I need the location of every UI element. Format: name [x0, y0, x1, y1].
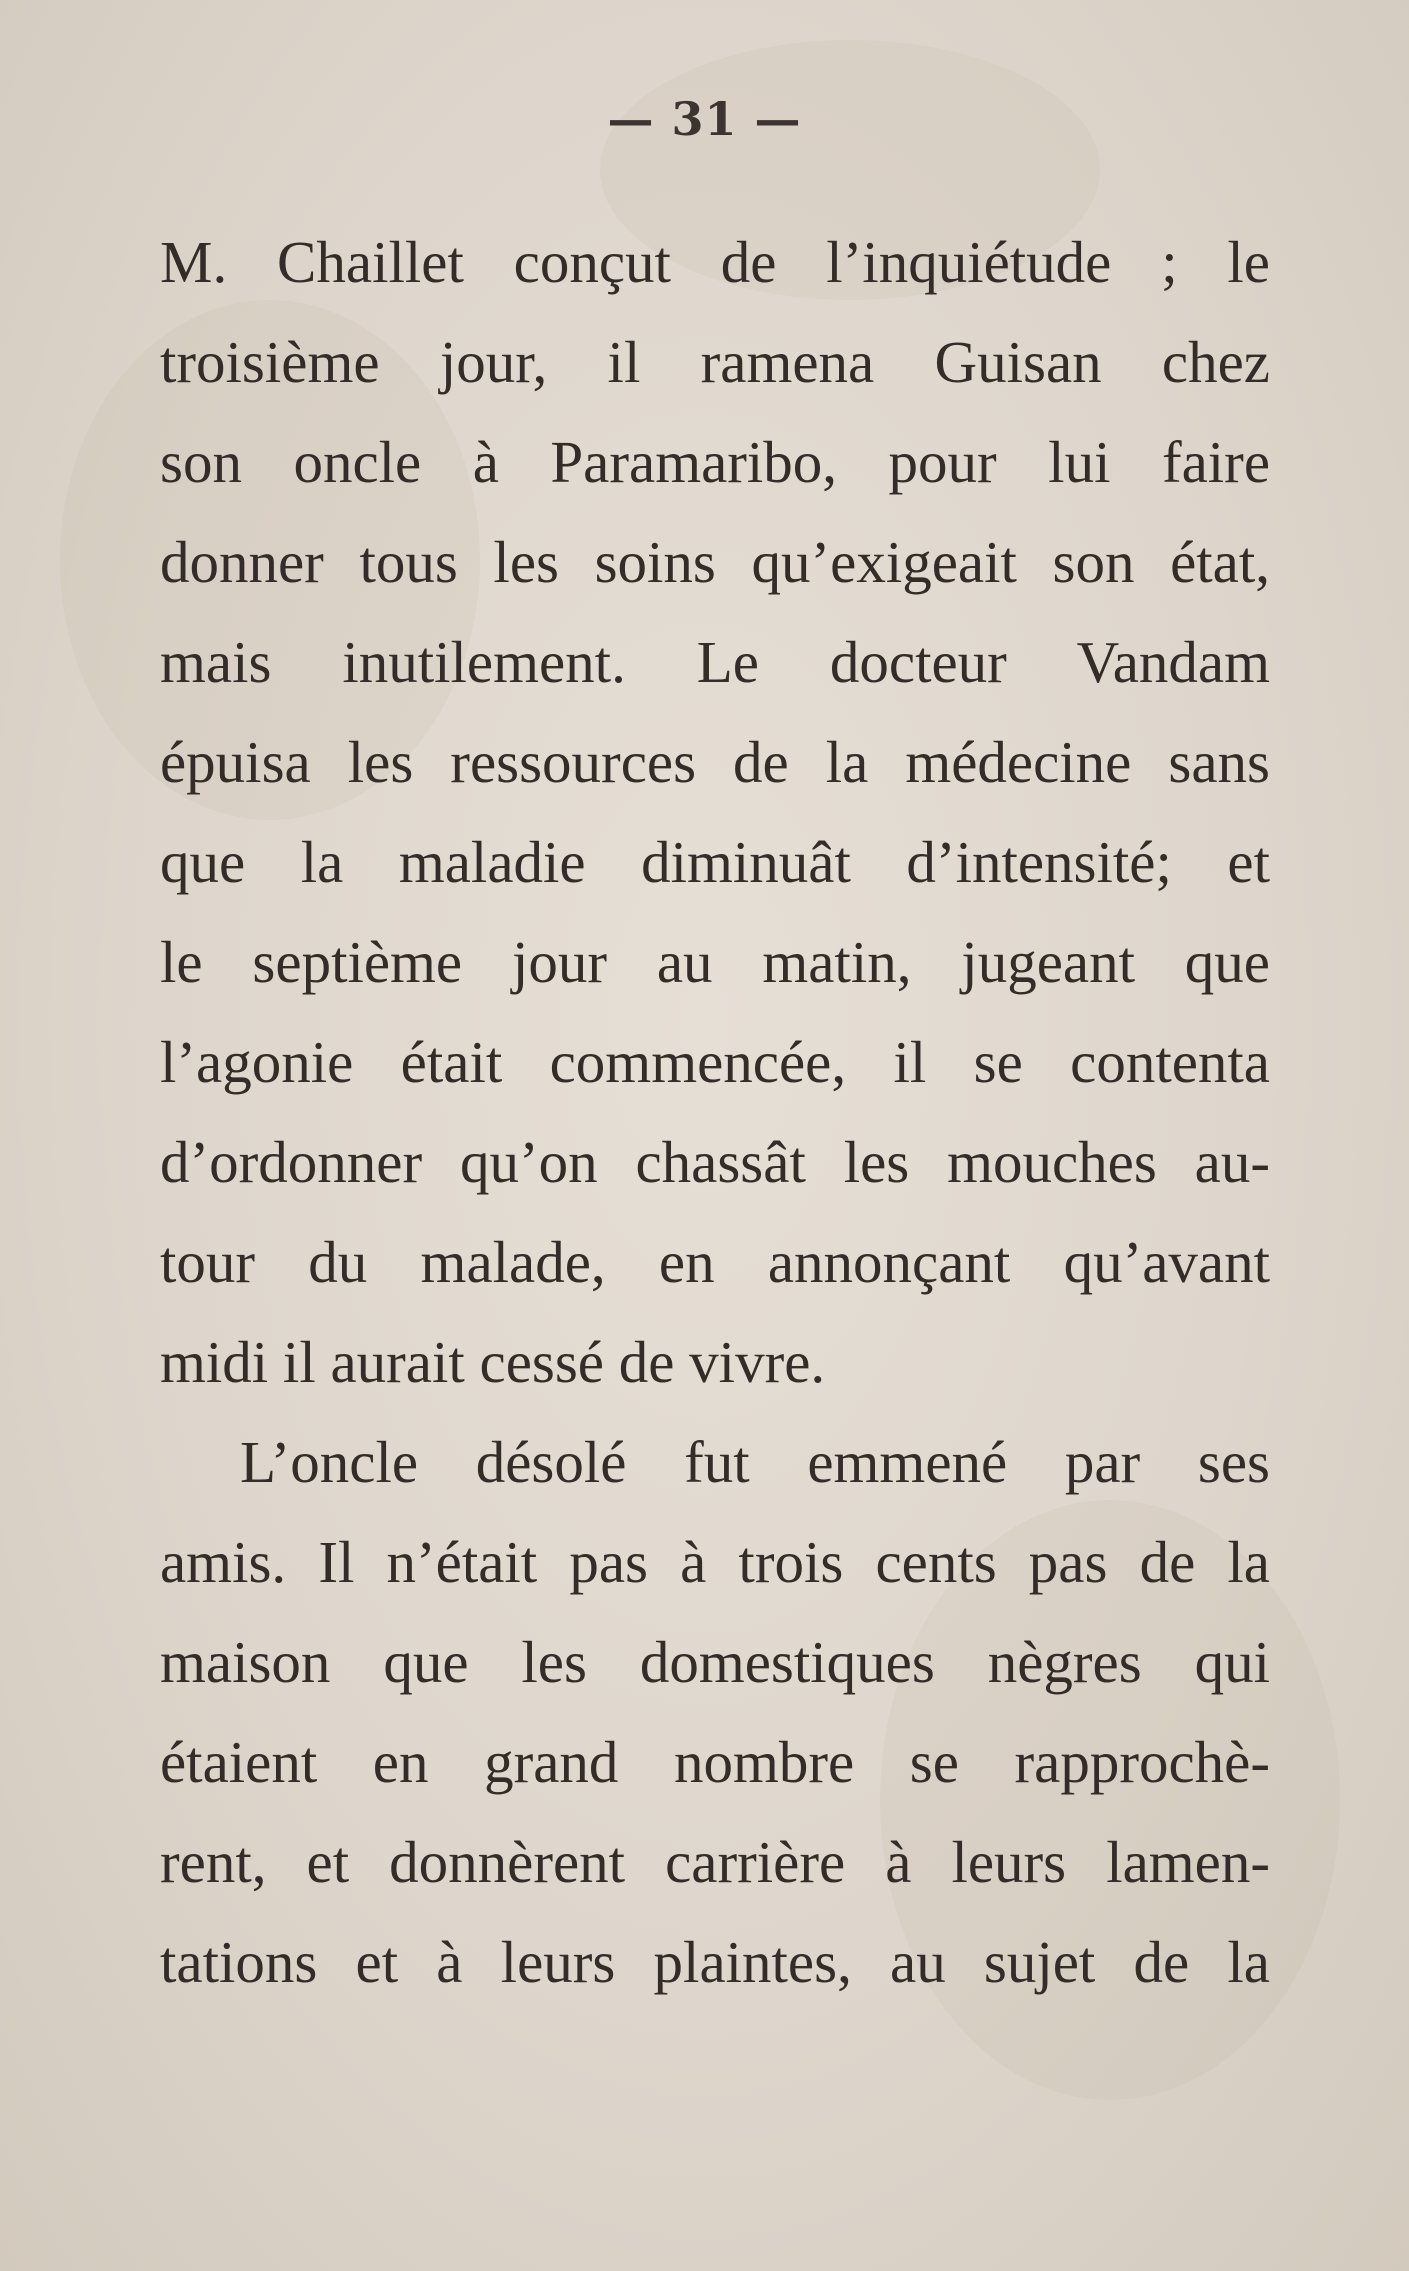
text-line: le septième jour au matin, jugeant que [160, 929, 1270, 995]
text-line: troisième jour, il ramena Guisan chez [160, 329, 1270, 395]
text-line: midi il aurait cessé de vivre. [160, 1329, 826, 1395]
text-line: M. Chaillet conçut de l’inquiétude ; le [160, 229, 1270, 295]
page-number: — 31 — [607, 92, 802, 146]
text-line: d’ordonner qu’on chassât les mouches au- [160, 1129, 1270, 1195]
text-line: son oncle à Paramaribo, pour lui faire [160, 429, 1270, 495]
text-line: tations et à leurs plaintes, au sujet de la [160, 1929, 1270, 1995]
text-line: maison que les domestiques nègres qui [160, 1629, 1270, 1695]
text-line: épuisa les ressources de la médecine sans [160, 729, 1270, 795]
text-line: étaient en grand nombre se rapprochè- [160, 1729, 1270, 1795]
text-line: que la maladie diminuât d’intensité; et [160, 829, 1270, 895]
text-line: donner tous les soins qu’exigeait son état, [160, 529, 1270, 595]
text-line: mais inutilement. Le docteur Vandam [160, 629, 1270, 695]
text-line: amis. Il n’était pas à trois cents pas de la [160, 1529, 1270, 1595]
text-line: L’oncle désolé fut emmené par ses [240, 1429, 1270, 1495]
body-text [160, 212, 1270, 2012]
paragraph [160, 1412, 1270, 2012]
text-line: tour du malade, en annonçant qu’avant [160, 1229, 1270, 1295]
paragraph [160, 212, 1270, 1412]
text-line: rent, et donnèrent carrière à leurs lamen- [160, 1829, 1270, 1895]
text-line: l’agonie était commencée, il se contenta [160, 1029, 1270, 1095]
